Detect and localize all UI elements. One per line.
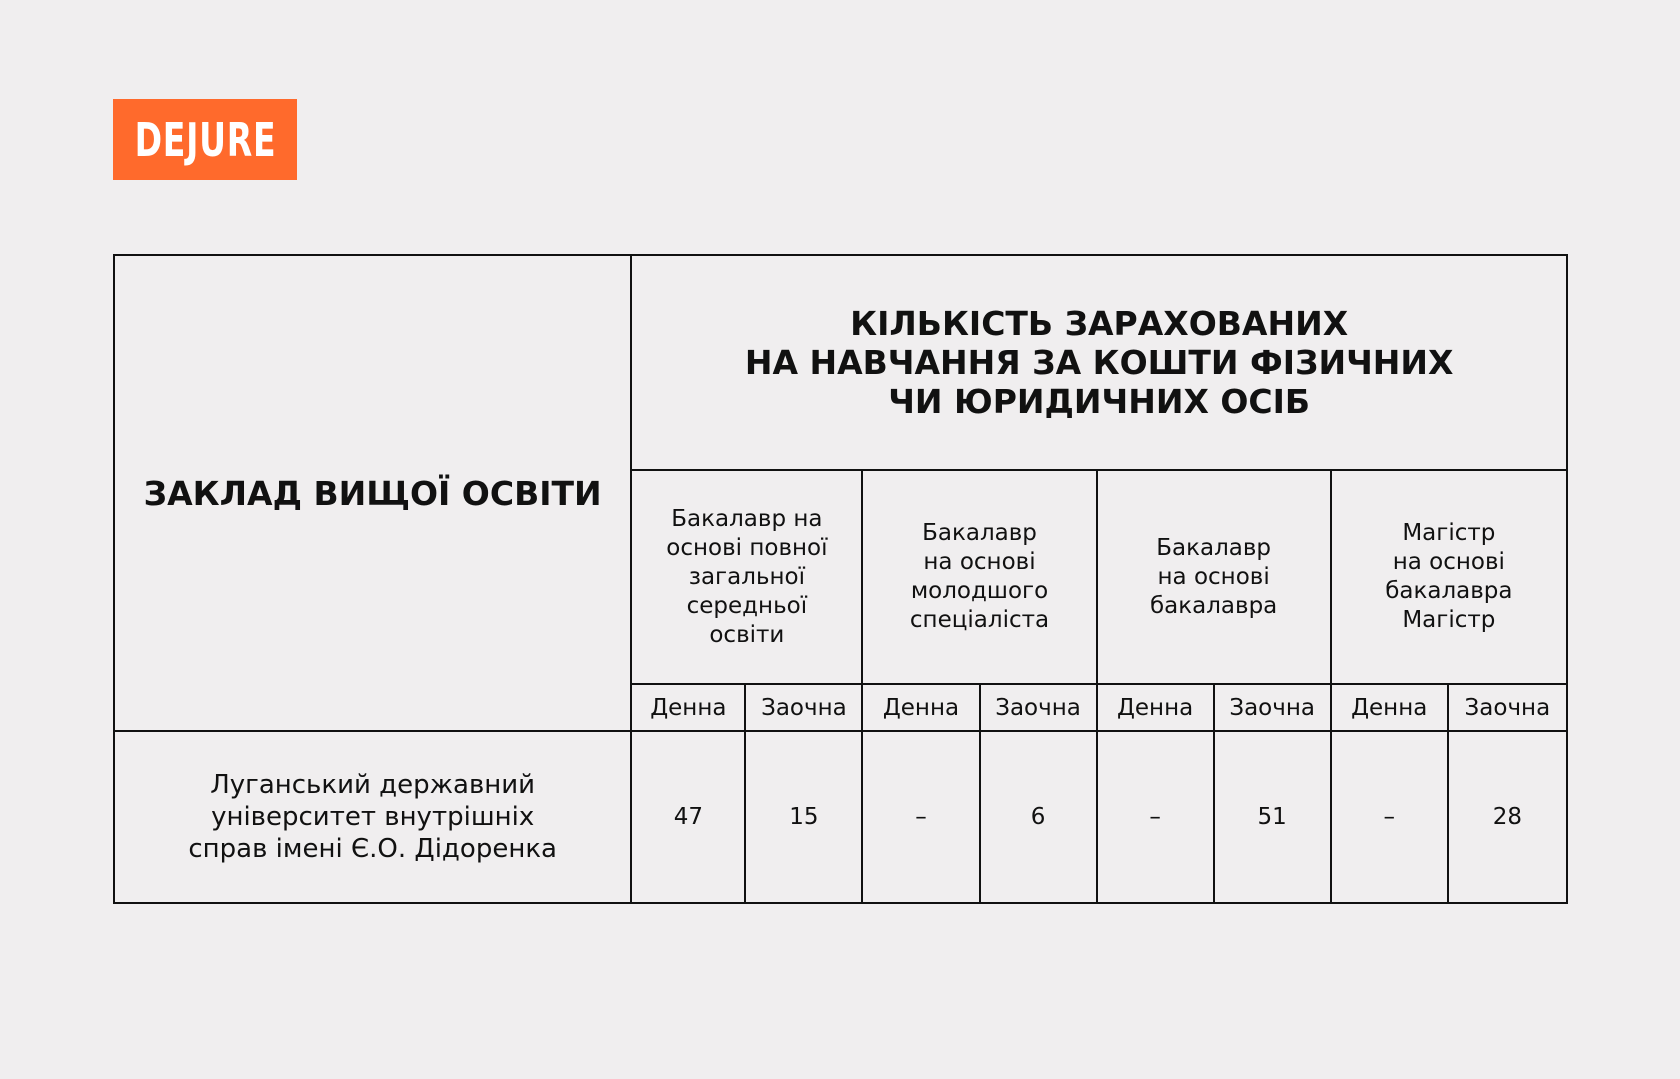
table-cell: 15 <box>745 731 862 903</box>
header-level-master: Магістр на основі бакалавра Магістр <box>1331 470 1567 684</box>
header-form: Заочна <box>745 684 862 731</box>
header-form: Заочна <box>1448 684 1567 731</box>
header-form: Заочна <box>1214 684 1331 731</box>
table-cell: 51 <box>1214 731 1331 903</box>
header-form: Денна <box>1331 684 1448 731</box>
header-form: Денна <box>631 684 745 731</box>
institution-name: Луганський державний університет внутрішніх справ імені Є.О. Дідоренка <box>114 731 631 903</box>
header-form: Денна <box>1097 684 1214 731</box>
header-level-bachelor-bachelor: Бакалавр на основі бакалавра <box>1097 470 1331 684</box>
table-row <box>114 731 1567 903</box>
table-cell: 28 <box>1448 731 1567 903</box>
header-level-bachelor-junior-specialist: Бакалавр на основі молодшого спеціаліста <box>862 470 1096 684</box>
header-enrolled: КІЛЬКІСТЬ ЗАРАХОВАНИХ НА НАВЧАННЯ ЗА КОШТИ ФІЗИЧНИХ ЧИ ЮРИДИЧНИХ ОСІБ <box>631 255 1567 470</box>
enrollment-table <box>113 254 1568 904</box>
header-level-bachelor-secondary: Бакалавр на основі повної загальної середньої освіти <box>631 470 862 684</box>
dejure-logo <box>113 99 297 180</box>
header-form: Денна <box>862 684 979 731</box>
header-row-top <box>114 255 1567 470</box>
header-form: Заочна <box>980 684 1097 731</box>
table-cell: – <box>862 731 979 903</box>
logo-text: DEJURE <box>134 112 276 167</box>
header-institution: ЗАКЛАД ВИЩОЇ ОСВІТИ <box>114 255 631 731</box>
table-cell: 47 <box>631 731 745 903</box>
table-cell: – <box>1331 731 1448 903</box>
table-cell: – <box>1097 731 1214 903</box>
table-cell: 6 <box>980 731 1097 903</box>
